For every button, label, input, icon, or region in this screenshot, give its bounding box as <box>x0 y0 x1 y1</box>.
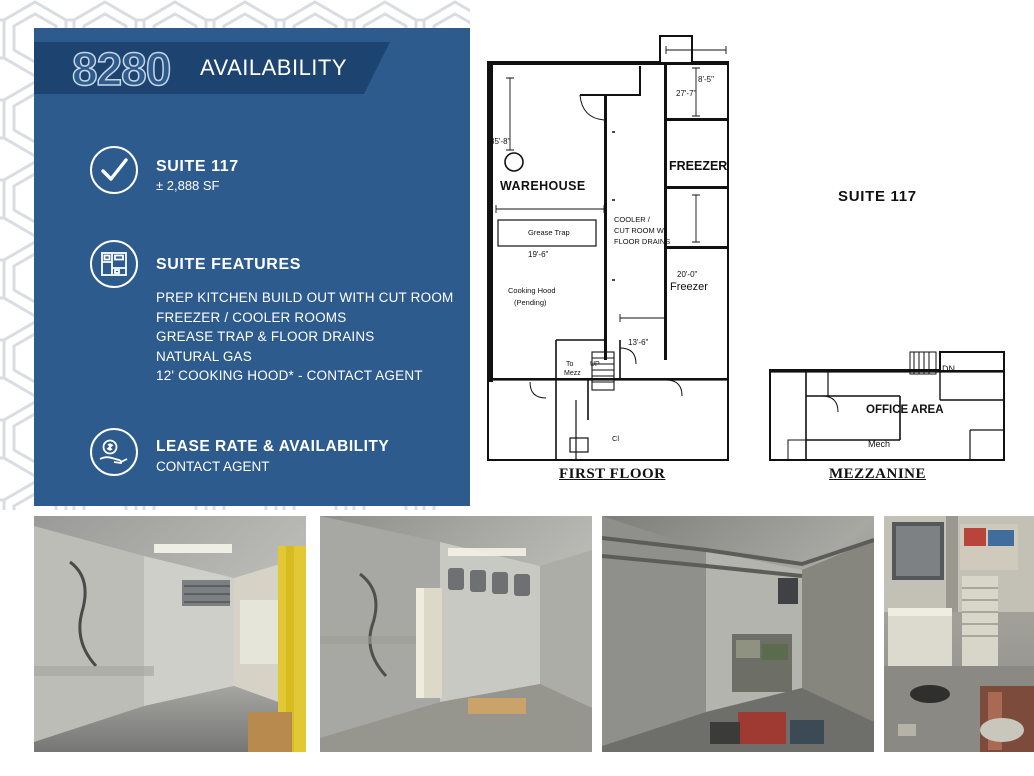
photo-prep-room <box>320 516 592 752</box>
mezzanine-label: MEZZANINE <box>829 466 927 482</box>
svg-text:To: To <box>566 361 574 368</box>
money-hand-icon <box>90 428 138 476</box>
svg-text:FLOOR DRAINS: FLOOR DRAINS <box>614 237 671 246</box>
svg-text:(Pending): (Pending) <box>514 298 547 307</box>
floorplan-icon <box>90 240 138 288</box>
svg-text:Grease Trap: Grease Trap <box>528 228 570 237</box>
svg-text:13'-6": 13'-6" <box>628 338 649 347</box>
svg-text:WAREHOUSE: WAREHOUSE <box>500 179 586 193</box>
feature-item: PREP KITCHEN BUILD OUT WITH CUT ROOM <box>156 290 454 305</box>
floorplan-drawing <box>470 0 1034 510</box>
suite-callout: SUITE 117 <box>838 188 917 205</box>
svg-text:UP: UP <box>590 361 600 368</box>
title-bar-tail <box>364 42 390 94</box>
first-floor-label: FIRST FLOOR <box>559 466 666 482</box>
svg-text:27'-7": 27'-7" <box>676 89 697 98</box>
check-circle-icon <box>90 146 138 194</box>
feature-item: NATURAL GAS <box>156 348 252 364</box>
page-title: AVAILABILITY <box>200 55 348 80</box>
features-title: SUITE FEATURES <box>156 256 302 273</box>
lease-value: CONTACT AGENT <box>156 459 270 474</box>
building-number: 8280 <box>72 43 171 95</box>
svg-text:Cl: Cl <box>612 434 620 443</box>
svg-text:Freezer: Freezer <box>670 281 708 293</box>
availability-panel <box>34 28 470 506</box>
svg-text:CUT ROOM W/: CUT ROOM W/ <box>614 226 666 235</box>
photo-corridor-cooler <box>34 516 306 752</box>
feature-item: GREASE TRAP & FLOOR DRAINS <box>156 329 375 344</box>
suite-number-label: SUITE 117 <box>156 158 239 175</box>
feature-item: 12' COOKING HOOD* - CONTACT AGENT <box>156 368 423 383</box>
feature-item: FREEZER / COOLER ROOMS <box>156 309 347 325</box>
svg-text:8'-5": 8'-5" <box>698 75 714 84</box>
svg-text:DN: DN <box>942 364 955 374</box>
svg-text:Cooking Hood: Cooking Hood <box>508 286 556 295</box>
svg-text:COOLER /: COOLER / <box>614 215 650 224</box>
photo-storage-room <box>602 516 874 752</box>
photo-office-equipment <box>884 516 1034 752</box>
svg-text:Mech: Mech <box>868 439 891 449</box>
svg-text:35'-8": 35'-8" <box>490 137 511 146</box>
svg-text:FREEZER: FREEZER <box>669 159 728 173</box>
lease-title: LEASE RATE & AVAILABILITY <box>156 438 390 455</box>
svg-text:19'-6": 19'-6" <box>528 250 549 259</box>
floorplan-area <box>470 0 1034 510</box>
svg-text:20'-0": 20'-0" <box>677 270 698 279</box>
suite-size-label: ± 2,888 SF <box>156 178 220 193</box>
svg-text:Mezz: Mezz <box>564 370 581 377</box>
photo-strip <box>0 516 1034 756</box>
svg-text:OFFICE AREA: OFFICE AREA <box>866 404 944 416</box>
features-list <box>156 288 453 386</box>
